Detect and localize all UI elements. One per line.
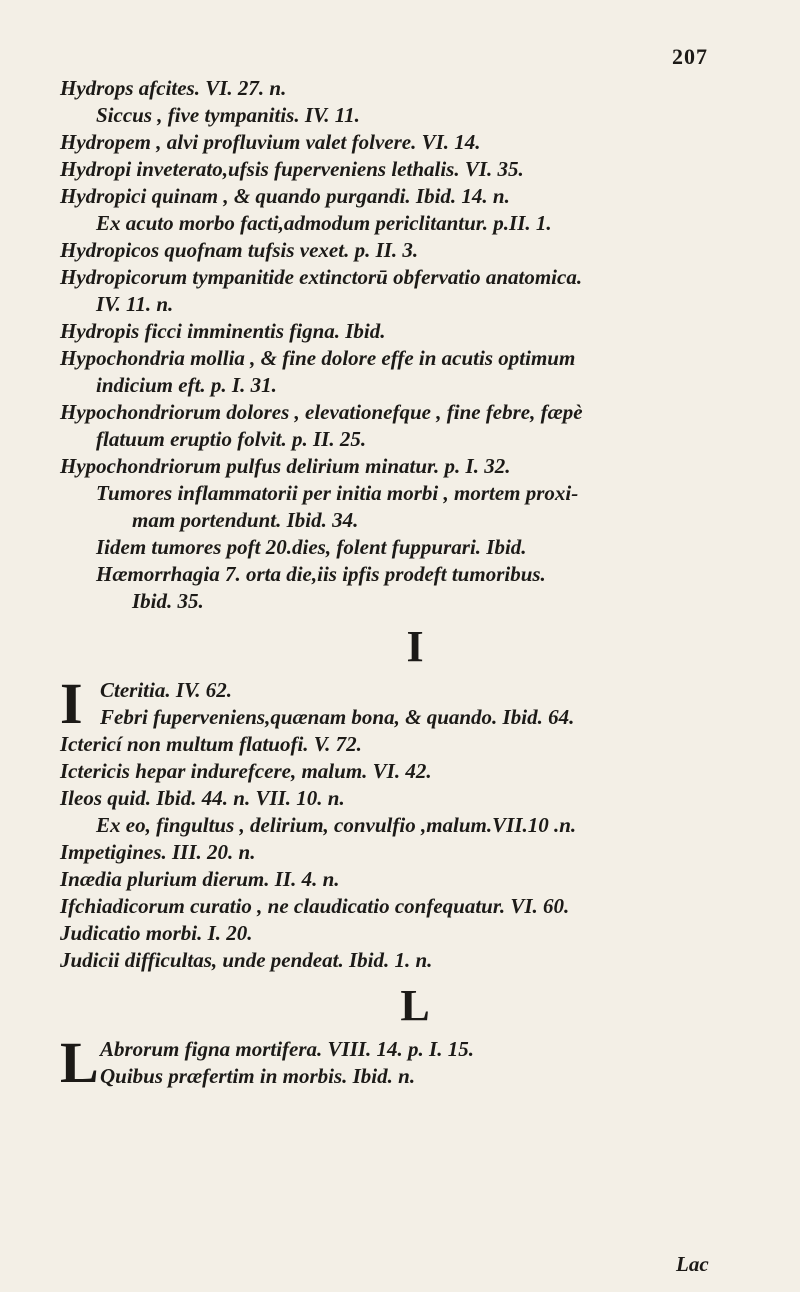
index-entry: Ictericí non multum flatuofi. V. 72. bbox=[60, 732, 362, 756]
index-entry: Judicii difficultas, unde pendeat. Ibid. 1. n. bbox=[60, 948, 433, 972]
index-entry: Hydropicos quofnam tufsis vexet. p. II. 3. bbox=[60, 238, 419, 262]
page-number: 207 bbox=[672, 44, 708, 69]
index-entry: Ileos quid. Ibid. 44. n. VII. 10. n. bbox=[60, 786, 345, 810]
index-entry: Hypochondria mollia , & fine dolore effe in acutis optimum bbox=[60, 346, 576, 370]
section-i bbox=[60, 671, 770, 736]
dropcap-i: I bbox=[60, 671, 83, 736]
dropcap-l: L bbox=[60, 1030, 99, 1095]
index-entry: Inædia plurium dierum. II. 4. n. bbox=[60, 867, 340, 891]
index-entry: Judicatio morbi. I. 20. bbox=[60, 921, 253, 945]
index-entry: Hypochondriorum pulfus delirium minatur. p. I. 32. bbox=[60, 454, 511, 478]
index-entry: Hæmorrhagia 7. orta die,iis ipfis prodeft tumoribus. bbox=[96, 562, 546, 586]
index-entries bbox=[60, 75, 770, 1095]
index-entry-continuation: mam portendunt. Ibid. 34. bbox=[132, 508, 359, 532]
index-entry: Hydropis ficci imminentis figna. Ibid. bbox=[60, 319, 386, 343]
index-entry: Siccus , five tympanitis. IV. 11. bbox=[96, 103, 360, 127]
index-entry: Abrorum figna mortifera. VIII. 14. p. I. 15. bbox=[100, 1037, 474, 1061]
index-entry: Tumores inflammatorii per initia morbi , mortem proxi- bbox=[96, 481, 579, 505]
index-entry: Quibus præfertim in morbis. Ibid. n. bbox=[100, 1064, 416, 1088]
index-entry-continuation: flatuum eruptio folvit. p. II. 25. bbox=[96, 427, 367, 451]
index-entry: Impetigines. III. 20. n. bbox=[60, 840, 256, 864]
index-entry: Hydrops afcites. VI. 27. n. bbox=[60, 76, 287, 100]
index-entry: Cteritia. IV. 62. bbox=[100, 678, 233, 702]
index-entry: Ex eo, fingultus , delirium, convulfio ,malum.VII.10 .n. bbox=[96, 813, 577, 837]
index-entry: Hypochondriorum dolores , elevationefque , fine febre, fæpè bbox=[60, 400, 583, 424]
catchword: Lac bbox=[676, 1252, 709, 1276]
index-entry: Iidem tumores poft 20.dies, folent fuppurari. Ibid. bbox=[96, 535, 527, 559]
index-entry: Hydropem , alvi profluvium valet folvere. VI. 14. bbox=[60, 130, 481, 154]
section-letter-i: I bbox=[406, 622, 424, 671]
index-entry: Hydropicorum tympanitide extinctorū obfervatio anatomica. bbox=[60, 265, 583, 289]
index-entry-continuation: IV. 11. n. bbox=[96, 292, 174, 316]
index-entry: Febri fuperveniens,quænam bona, & quando. Ibid. 64. bbox=[100, 705, 575, 729]
index-entry-continuation: indicium eft. p. I. 31. bbox=[96, 373, 277, 397]
section-l bbox=[60, 1030, 770, 1095]
index-entry: Hydropi inveterato,ufsis fuperveniens lethalis. VI. 35. bbox=[60, 157, 524, 181]
index-entry-continuation: Ibid. 35. bbox=[132, 589, 204, 613]
index-entry: Ictericis hepar indurefcere, malum. VI. 42. bbox=[60, 759, 432, 783]
section-letter-l: L bbox=[400, 981, 430, 1030]
index-entry: Ifchiadicorum curatio , ne claudicatio confequatur. VI. 60. bbox=[60, 894, 570, 918]
index-entry: Ex acuto morbo facti,admodum periclitantur. p.II. 1. bbox=[96, 211, 552, 235]
index-entry: Hydropici quinam , & quando purgandi. Ibid. 14. n. bbox=[60, 184, 510, 208]
